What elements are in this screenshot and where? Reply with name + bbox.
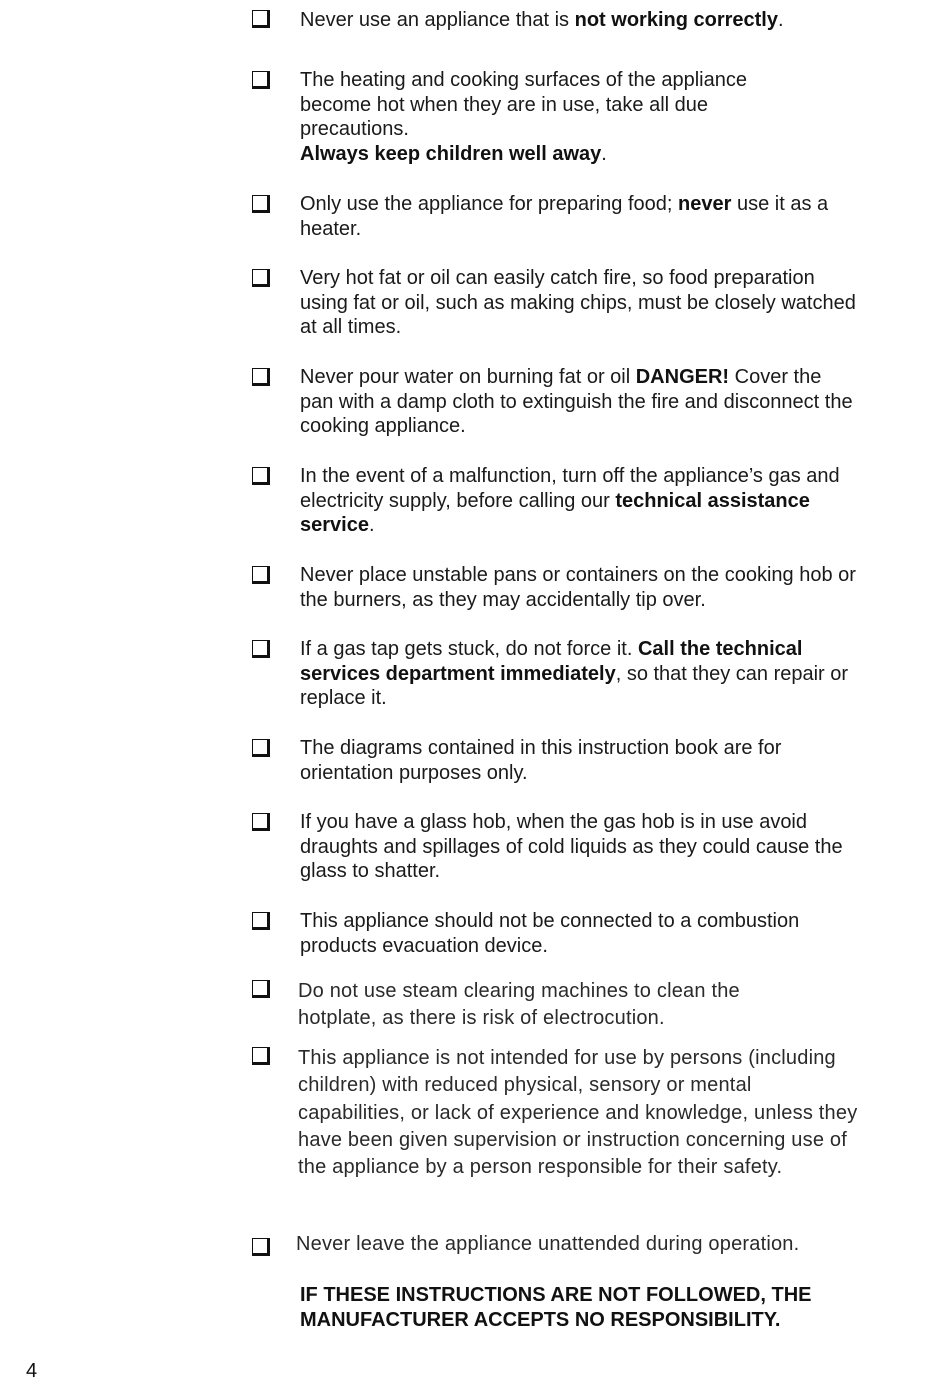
checkbox-icon: [252, 813, 270, 831]
item-text: Never leave the appliance unattended during operation.: [296, 1233, 800, 1255]
item-text: In the event of a malfunction, turn off the appliance’s gas and electricity supply, before calling our technical assistance service.: [300, 465, 840, 537]
checkbox-icon: [252, 912, 270, 930]
checkbox-icon: [252, 467, 270, 485]
item-text: Never pour water on burning fat or oil DANGER! Cover the pan with a damp cloth to extinguish the fire and disconnect the cooking appliance.: [300, 366, 853, 438]
item-text: Very hot fat or oil can easily catch fire, so food preparation using fat or oil, such as making chips, must be closely watched at all times.: [300, 267, 856, 339]
checkbox-icon: [252, 1238, 270, 1256]
checkbox-icon: [252, 195, 270, 213]
checkbox-icon: [252, 739, 270, 757]
checkbox-icon: [252, 71, 270, 89]
item-text: If a gas tap gets stuck, do not force it. Call the technical services department immediately, so that they can repair or replace it.: [300, 638, 849, 710]
checkbox-icon: [252, 980, 270, 998]
checkbox-icon: [252, 10, 270, 28]
checkbox-icon: [252, 1047, 270, 1065]
item-text: If you have a glass hob, when the gas hob is in use avoid draughts and spillages of cold liquids as they could cause the glass to shatter.: [300, 811, 843, 883]
item-text: Only use the appliance for preparing food; never use it as a heater.: [300, 193, 829, 240]
item-text: This appliance should not be connected to a combustion products evacuation device.: [300, 910, 800, 957]
item-text: This appliance is not intended for use by persons (including children) with reduced physical, sensory or mental capabilities, or lack of experience and knowledge, unless they have been given supervision or instruction concerning use of the appliance by a person responsible for their safety.: [298, 1047, 858, 1179]
checkbox-icon: [252, 368, 270, 386]
item-text: Never use an appliance that is not working correctly.: [300, 9, 784, 31]
checkbox-icon: [252, 269, 270, 287]
item-text: Do not use steam clearing machines to clean the hotplate, as there is risk of electrocution.: [298, 980, 740, 1030]
disclaimer-text: IF THESE INSTRUCTIONS ARE NOT FOLLOWED, THE MANUFACTURER ACCEPTS NO RESPONSIBILITY.: [300, 1284, 812, 1331]
checkbox-icon: [252, 566, 270, 584]
item-text: Never place unstable pans or containers on the cooking hob or the burners, as they may accidentally tip over.: [300, 564, 856, 611]
item-text: The diagrams contained in this instruction book are for orientation purposes only.: [300, 737, 782, 784]
page-number: 4: [26, 1360, 38, 1382]
item-text: The heating and cooking surfaces of the appliance become hot when they are in use, take all due precautions. Always keep children well away.: [300, 69, 747, 166]
checkbox-icon: [252, 640, 270, 658]
